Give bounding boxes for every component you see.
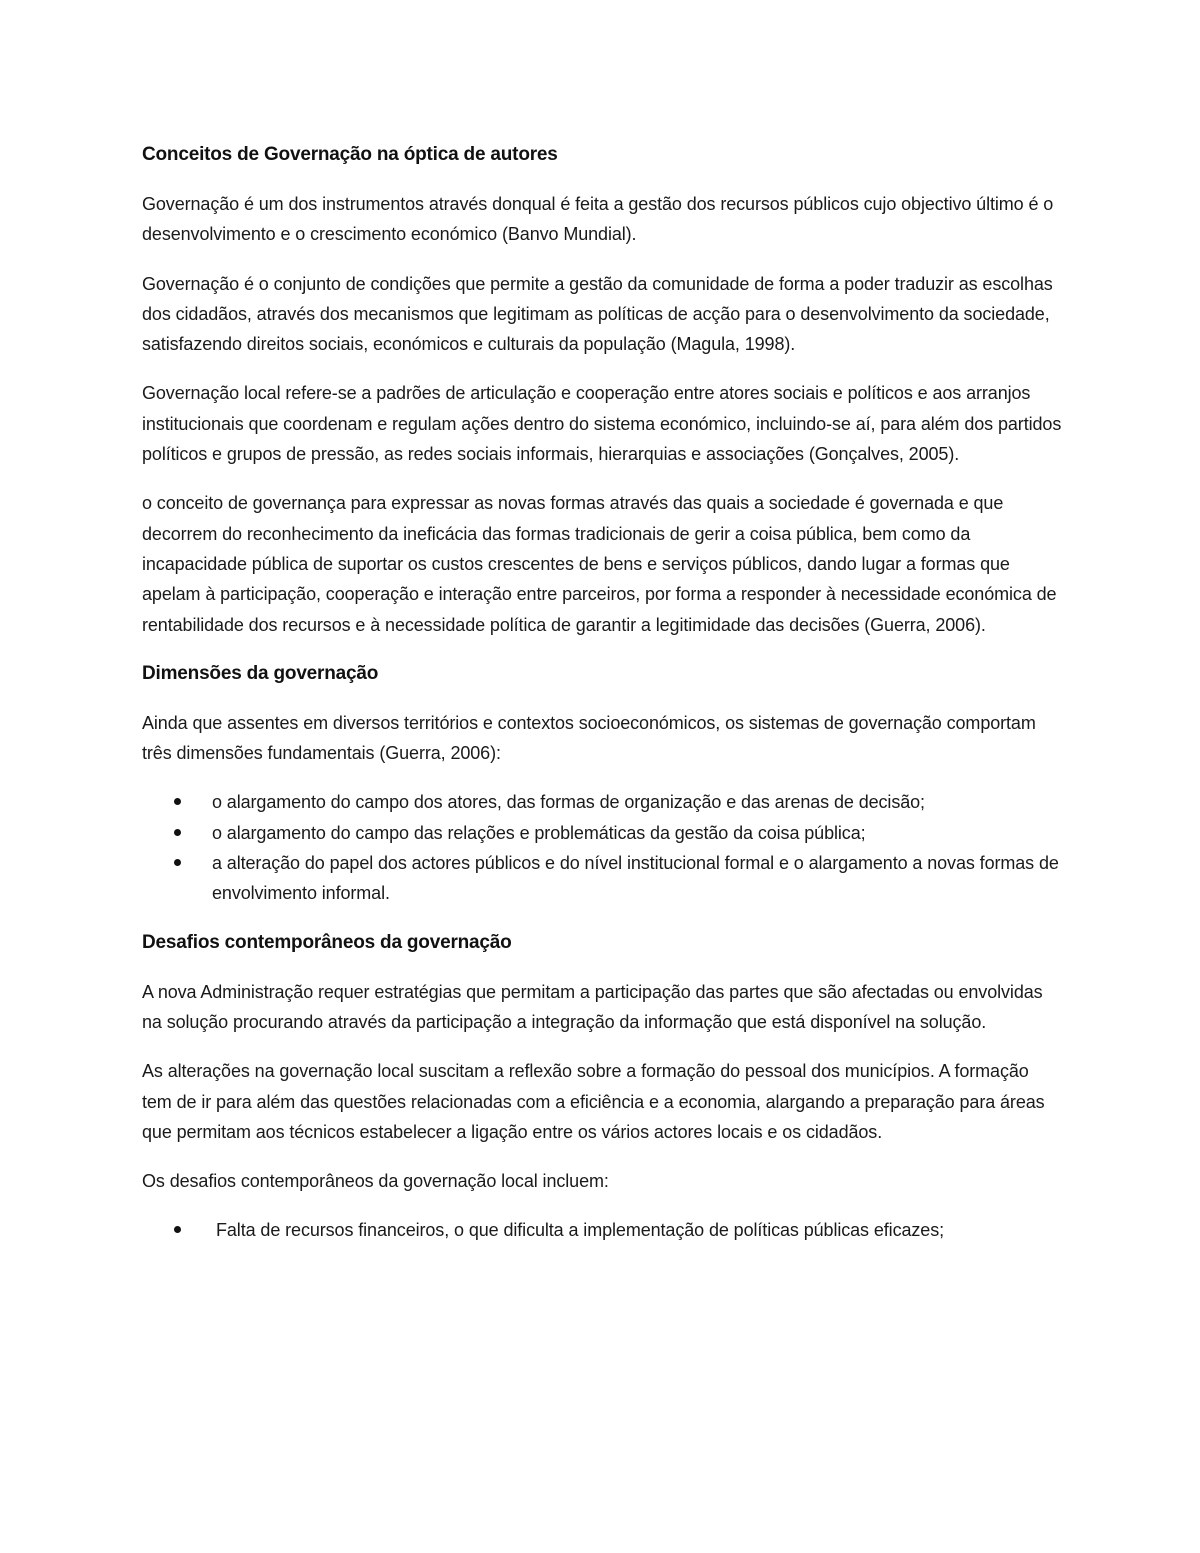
list-item — [142, 1215, 1062, 1245]
paragraph-4: o conceito de governança para expressar as novas formas através das quais a sociedade é governada e que decorrem do reconhecimento da ineficácia das formas tradicionais de gerir a coisa pública, bem como da incapacidade pública de suportar os custos crescentes de bens e serviços públicos, dando lugar a formas que apelam à participação, cooperação e interação entre parceiros, por forma a responder à necessidade económica de rentabilidade dos recursos e à necessidade política de garantir a legitimidade das decisões (Guerra, 2006). — [142, 493, 1057, 635]
bullet-icon — [174, 798, 181, 805]
list-item-text: o alargamento do campo das relações e problemáticas da gestão da coisa pública; — [212, 822, 866, 843]
list-item-text: o alargamento do campo dos atores, das formas de organização e das arenas de decisão; — [212, 792, 925, 813]
bullet-icon — [174, 859, 181, 866]
document-body — [142, 140, 1062, 1265]
bullet-icon — [174, 1226, 181, 1233]
paragraph-2: Governação é o conjunto de condições que permite a gestão da comunidade de forma a poder traduzir as escolhas dos cidadãos, através dos mecanismos que legitimam as políticas de acção para o desenvolvimento da sociedade, satisfazendo direitos sociais, económicos e culturais da população (Magula, 1998). — [142, 273, 1053, 355]
bullet-list-dimensoes — [142, 787, 1062, 908]
list-item — [142, 848, 1062, 909]
bullet-list-desafios — [142, 1215, 1062, 1245]
paragraph-3: Governação local refere-se a padrões de articulação e cooperação entre atores sociais e políticos e aos arranjos institucionais que coordenam e regulam ações dentro do sistema económico, incluindo-se aí, para além dos partidos políticos e grupos de pressão, as redes sociais informais, hierarquias e associações (Gonçalves, 2005). — [142, 383, 1062, 465]
paragraph-6: A nova Administração requer estratégias que permitam a participação das partes que são afectadas ou envolvidas na solução procurando através da participação a integração da informação que está disponível na solução. — [142, 981, 1043, 1032]
list-item-text: Falta de recursos financeiros, o que dificulta a implementação de políticas públicas eficazes; — [216, 1220, 944, 1241]
list-item-text: a alteração do papel dos actores públicos e do nível institucional formal e o alargamento a novas formas de envolvimento informal. — [212, 853, 1059, 904]
paragraph-5: Ainda que assentes em diversos territórios e contextos socioeconómicos, os sistemas de governação comportam três dimensões fundamentais (Guerra, 2006): — [142, 712, 1036, 764]
paragraph-8: Os desafios contemporâneos da governação local incluem: — [142, 1171, 609, 1192]
paragraph-1: Governação é um dos instrumentos através donqual é feita a gestão dos recursos públicos cujo objectivo último é o desenvolvimento e o crescimento económico (Banvo Mundial). — [142, 194, 1054, 245]
heading-conceitos: Conceitos de Governação na óptica de autores — [142, 144, 558, 165]
bullet-icon — [174, 829, 181, 836]
heading-dimensoes: Dimensões da governação — [142, 662, 379, 684]
heading-desafios: Desafios contemporâneos da governação — [142, 931, 512, 953]
list-item — [142, 787, 1062, 817]
paragraph-7: As alterações na governação local suscitam a reflexão sobre a formação do pessoal dos municípios. A formação tem de ir para além das questões relacionadas com a eficiência e a economia, alargando a preparação para áreas que permitam aos técnicos estabelecer a ligação entre os vários actores locais e os cidadãos. — [142, 1061, 1045, 1142]
list-item — [142, 818, 1062, 848]
